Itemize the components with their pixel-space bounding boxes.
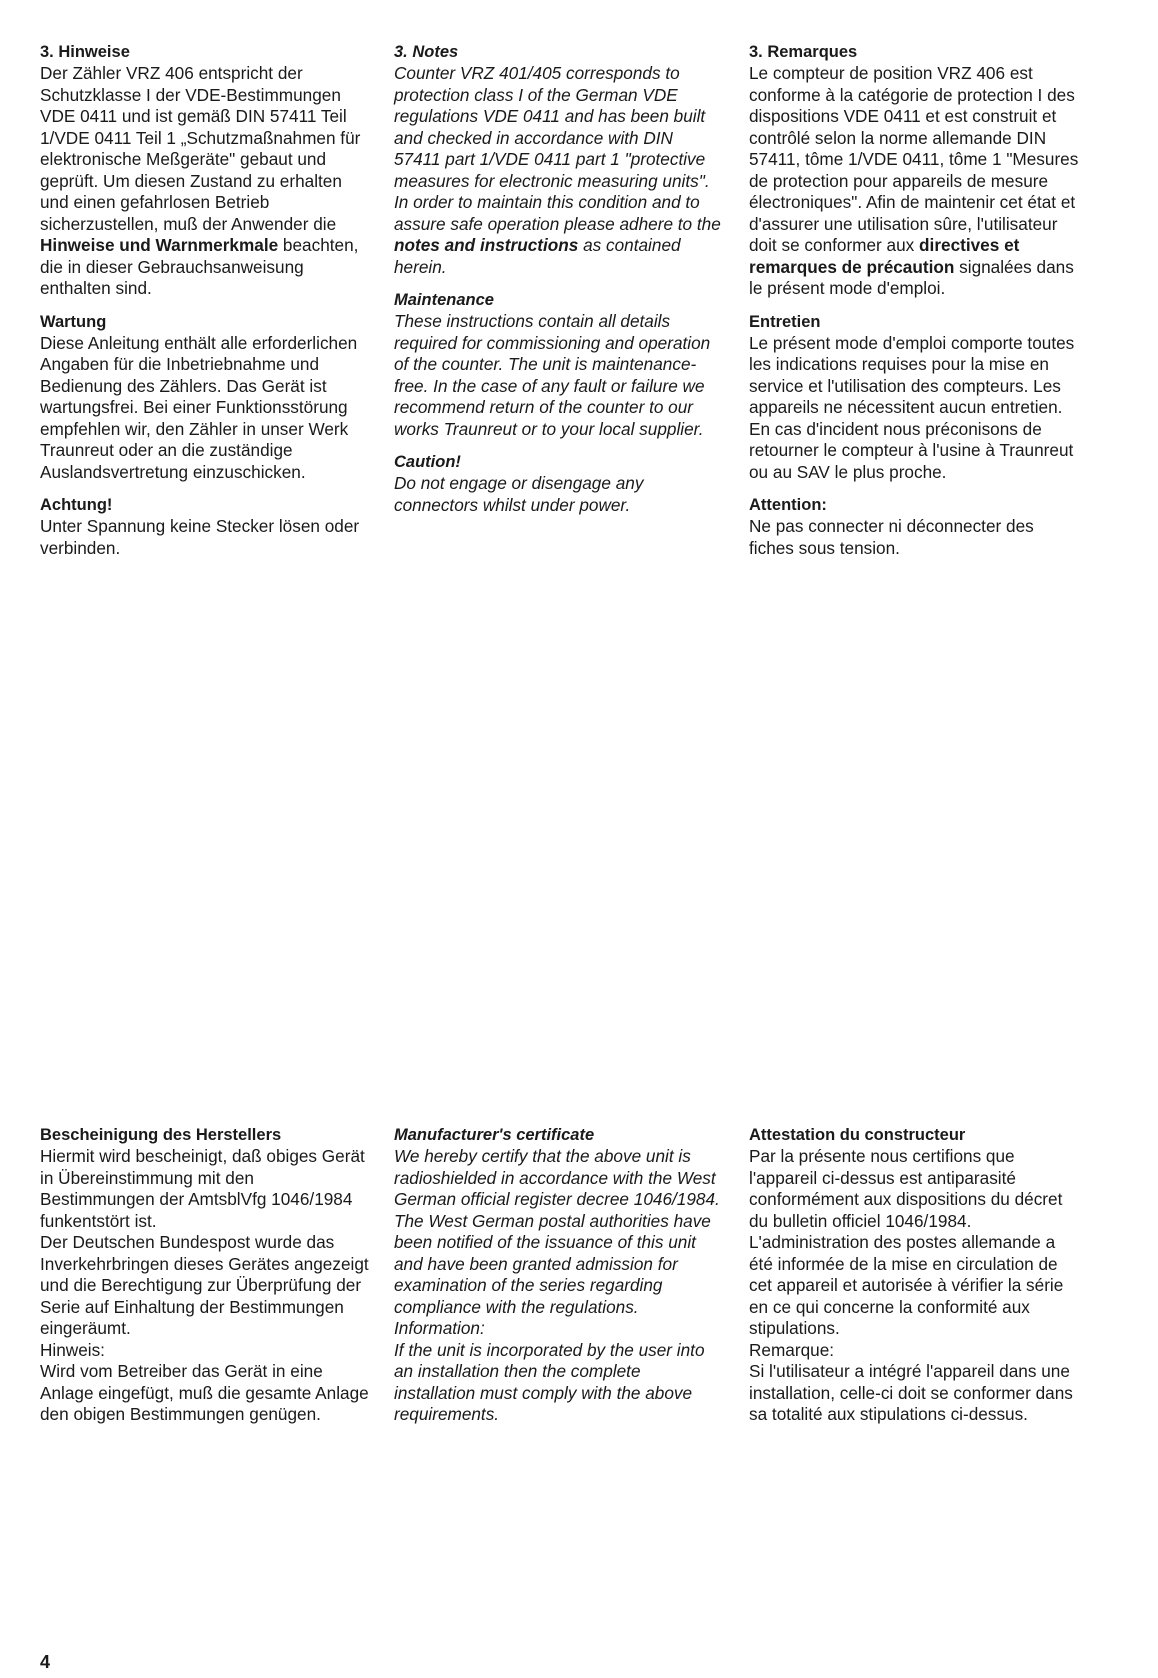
paragraph: Der Deutschen Bundespost wurde das Inverkehrbringen dieses Gerätes angezeigt und die Berechtigung zur Überprüfung der Serie auf Einhaltung der Bestimmungen eingeräumt. bbox=[40, 1232, 369, 1338]
section-heading: Achtung! bbox=[40, 496, 113, 514]
bold-text: directives et remarques de précaution bbox=[749, 235, 1020, 277]
paragraph bbox=[749, 63, 1079, 300]
section-heading: Wartung bbox=[40, 312, 107, 331]
paragraph: If the unit is incorporated by the user into an installation then the complete installation must comply with the above requirements. bbox=[394, 1339, 705, 1424]
text-span: signalées dans le présent mode d'emploi. bbox=[749, 256, 1074, 298]
french-certificate-column bbox=[749, 1125, 1079, 1426]
english-certificate-column bbox=[394, 1125, 724, 1426]
bold-text: notes and instructions bbox=[394, 235, 579, 255]
paragraph: Par la présente nous certifions que l'appareil ci-dessus est antiparasité conformément aux dispositions du décret du bulletin officiel 1046/1984. L'administration des postes allemande a été informée de la mise en circulation de cet appareil et autorisée à vérifier la série en ce qui concerne la conformité aux stipulations. bbox=[749, 1146, 1064, 1338]
text-span: Le compteur de position VRZ 406 est conforme à la catégorie de protection I des dispositions VDE 0411 et est construit et contrôlé selon la norme allemande DIN 57411, tôme 1/VDE 0411, tôme 1 "Mesures de protection pour appareils de mesure électroniques". Afin de maintenir cet état et d'assurer une utilisation sûre, l'utilisateur doit se conformer aux bbox=[749, 63, 1079, 255]
text-span: beachten, die in dieser Gebrauchsanweisung enthalten sind. bbox=[40, 235, 359, 298]
german-notes-column bbox=[40, 42, 370, 559]
paragraph: Do not engage or disengage any connectors whilst under power. bbox=[394, 473, 644, 515]
text-span: as contained herein. bbox=[394, 235, 681, 277]
paragraph: Diese Anleitung enthält alle erforderlichen Angaben für die Inbetriebnahme und Bedienung des Zählers. Das Gerät ist wartungsfrei. Bei einer Funktionsstörung empfehlen wir, den Zähler in unser Werk Traunreut oder an die zuständige Auslandsvertretung einzuschicken. bbox=[40, 332, 358, 482]
paragraph: Le présent mode d'emploi comporte toutes les indications requises pour la mise en service et l'utilisation des compteurs. Les appareils ne nécessitent aucun entretien. En cas d'incident nous préconisons de retourner le compteur à l'usine à Traunreut ou au SAV le plus proche. bbox=[749, 332, 1075, 482]
page-number: 4 bbox=[40, 1652, 51, 1672]
section-heading: Bescheinigung des Herstellers bbox=[40, 1126, 282, 1144]
section-heading: Attestation du constructeur bbox=[749, 1126, 966, 1144]
section-heading: 3. Hinweise bbox=[40, 43, 130, 61]
paragraph: Information: bbox=[394, 1318, 485, 1338]
text-span: Der Zähler VRZ 406 entspricht der Schutzklasse I der VDE-Bestimmungen VDE 0411 und ist gemäß DIN 57411 Teil 1/VDE 0411 Teil 1 „Schutzmaßnahmen für elektronische Meßgeräte" gebaut und geprüft. Um diesen Zustand zu erhalten und einen gefahrlosen Betrieb sicherzustellen, muß der Anwender die bbox=[40, 63, 361, 234]
paragraph: Hiermit wird bescheinigt, daß obiges Gerät in Übereinstimmung mit den Bestimmungen der AmtsblVfg 1046/1984 funkentstört ist. bbox=[40, 1146, 365, 1231]
section-heading: Entretien bbox=[749, 312, 821, 331]
paragraph: Unter Spannung keine Stecker lösen oder verbinden. bbox=[40, 516, 360, 558]
paragraph: We hereby certify that the above unit is radioshielded in accordance with the West German official register decree 1046/1984. bbox=[394, 1146, 720, 1209]
french-notes-column bbox=[749, 42, 1079, 559]
text-span: Counter VRZ 401/405 corresponds to protection class I of the German VDE regulations VDE 0411 and has been built and checked in accordance with DIN 57411 part 1/VDE 0411 part 1 "protective measures for electronic measuring units". In order to maintain this condition and to assure safe operation please adhere to the bbox=[394, 63, 721, 234]
paragraph: The West German postal authorities have been notified of the issuance of this unit and have been granted admission for examination of the series regarding compliance with the regulations. bbox=[394, 1210, 711, 1317]
paragraph bbox=[40, 63, 370, 300]
section-heading: Maintenance bbox=[394, 291, 494, 309]
paragraph: Wird vom Betreiber das Gerät in eine Anlage eingefügt, muß die gesamte Anlage den obigen Bestimmungen genügen. bbox=[40, 1361, 369, 1424]
paragraph: Hinweis: bbox=[40, 1339, 105, 1360]
paragraph: Ne pas connecter ni déconnecter des fiches sous tension. bbox=[749, 516, 1034, 558]
paragraph: Remarque: bbox=[749, 1339, 835, 1360]
paragraph bbox=[394, 63, 724, 278]
section-heading: 3. Notes bbox=[394, 43, 459, 61]
english-notes-column bbox=[394, 42, 724, 516]
paragraph: Si l'utilisateur a intégré l'appareil dans une installation, celle-ci doit se conformer dans sa totalité aux stipulations ci-dessus. bbox=[749, 1361, 1073, 1424]
german-certificate-column bbox=[40, 1125, 370, 1426]
section-heading: Attention: bbox=[749, 496, 827, 514]
bold-text: Hinweise und Warnmerkmale bbox=[40, 235, 279, 255]
section-heading: Manufacturer's certificate bbox=[394, 1126, 595, 1144]
paragraph: These instructions contain all details required for commissioning and operation of the counter. The unit is maintenance-free. In the case of any fault or failure we recommend return of the counter to our works Traunreut or to your local supplier. bbox=[394, 311, 711, 439]
section-heading: Caution! bbox=[394, 453, 461, 471]
section-heading: 3. Remarques bbox=[749, 43, 858, 61]
